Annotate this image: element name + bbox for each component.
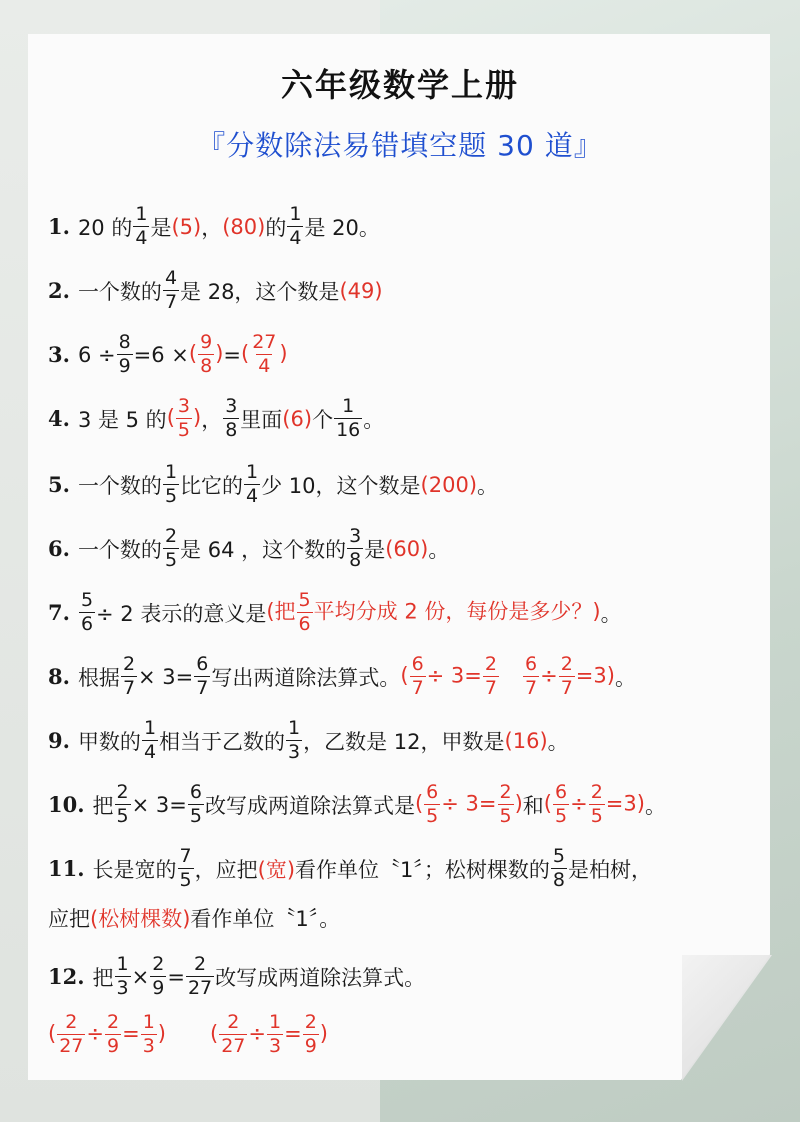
- fraction-numerator: 9: [200, 331, 213, 353]
- fraction-numerator: 6: [196, 653, 209, 675]
- problem-text: =: [167, 964, 185, 989]
- fraction: [163, 269, 179, 312]
- answer-value: 80: [230, 214, 258, 239]
- problem-number: 5.: [48, 472, 70, 497]
- answer-value: =: [122, 1021, 140, 1046]
- answer-value: ÷ 3=: [441, 791, 497, 816]
- problem-6: [48, 527, 449, 570]
- fraction-denominator: 4: [246, 485, 259, 507]
- problem-text: 看作单位〝1〞。: [190, 907, 341, 931]
- problem-text: ，应把: [194, 857, 258, 882]
- answer-fraction: [198, 333, 214, 376]
- problem-3: [48, 333, 288, 376]
- fraction-denominator: 7: [164, 291, 178, 313]
- problem-number: 4.: [48, 406, 70, 431]
- fraction-denominator: 5: [177, 419, 190, 441]
- fraction-numerator: 4: [164, 267, 178, 289]
- problem-number: 2.: [48, 278, 70, 303]
- answer-blank: (宽): [257, 857, 296, 882]
- answer-blank: ( $\frac{9}{8}$ ): [188, 331, 224, 377]
- problem-text: 是 20。: [304, 215, 380, 240]
- answer-value: 5: [179, 214, 194, 239]
- fraction: [117, 333, 133, 376]
- answer-blank: (松树棵数): [90, 907, 191, 931]
- fraction-denominator: 9: [152, 977, 165, 999]
- fraction-denominator: 8: [225, 419, 238, 441]
- fraction-numerator: 2: [560, 653, 573, 675]
- answer-blank: ( $\frac{2}{27}$ ÷ $\frac{2}{9}$ = $\frac{1}{3}$ ): [48, 1011, 166, 1057]
- fraction: [142, 719, 158, 762]
- answer-value: 60: [393, 536, 421, 561]
- fraction-numerator: 3: [225, 395, 238, 417]
- fraction-numerator: 1: [143, 717, 157, 739]
- fraction-numerator: 2: [107, 1011, 120, 1033]
- fraction-denominator: 3: [288, 741, 301, 763]
- fraction-denominator: 7: [484, 677, 497, 699]
- fraction-denominator: 3: [269, 1035, 282, 1057]
- fraction-numerator: 1: [116, 953, 129, 975]
- fraction-numerator: 1: [142, 1011, 155, 1033]
- problem-text: 把: [92, 793, 114, 818]
- fraction-numerator: 1: [342, 395, 355, 417]
- problem-number: 8.: [48, 664, 70, 689]
- fraction: [188, 783, 204, 826]
- fraction-numerator: 2: [65, 1011, 78, 1033]
- problem-text: × 3=: [138, 664, 194, 689]
- answer-blank: (80): [222, 214, 266, 239]
- fraction-numerator: 2: [152, 953, 165, 975]
- problem-text: 是 64 ，这个数的: [180, 537, 347, 562]
- answer-value: 200: [428, 472, 469, 497]
- problem-text: ，: [201, 407, 223, 432]
- answer-blank: ( $\frac{6}{5}$ ÷ 3= $\frac{2}{5}$ ): [414, 781, 523, 827]
- answer-fraction: [57, 1013, 85, 1056]
- fraction-numerator: 1: [164, 461, 178, 483]
- answer-value: 松树棵数: [98, 907, 183, 931]
- problem-text: 一个数的: [77, 537, 162, 562]
- answer-fraction: [176, 397, 192, 440]
- fraction-denominator: 5: [499, 805, 512, 827]
- fraction-denominator: 5: [189, 805, 202, 827]
- fraction-denominator: 3: [142, 1035, 155, 1057]
- fraction-denominator: 5: [590, 805, 603, 827]
- fraction-denominator: 8: [349, 549, 362, 571]
- fraction-denominator: 7: [524, 677, 538, 699]
- fraction-denominator: 27: [187, 977, 213, 999]
- fraction: [194, 655, 210, 698]
- fraction-denominator: 5: [426, 805, 439, 827]
- problem-text: 。: [600, 601, 622, 626]
- problem-text: 比它的: [180, 473, 244, 498]
- fraction-numerator: 5: [552, 845, 566, 867]
- answer-value: ÷: [540, 663, 558, 688]
- fraction-numerator: 2: [227, 1011, 240, 1033]
- fraction-denominator: 7: [411, 677, 424, 699]
- fraction-numerator: 5: [298, 589, 311, 611]
- problem-text: 是柏树，: [568, 857, 653, 882]
- fraction: [150, 955, 166, 998]
- answer-fraction: [553, 783, 569, 826]
- problem-text: 和: [522, 793, 544, 818]
- fraction: [186, 955, 214, 998]
- problem-number: 7.: [48, 600, 70, 625]
- problem-text: =: [223, 342, 242, 367]
- answer-blank: (6): [282, 406, 313, 431]
- problem-text: ，乙数是 12，甲数是: [303, 729, 505, 754]
- problem-11-continued: [48, 903, 340, 933]
- problem-12-answers: [48, 1013, 328, 1056]
- answer-blank: ( $\frac{2}{27}$ ÷ $\frac{1}{3}$ = $\frac{2}{9}$ ): [210, 1011, 328, 1057]
- page-subtitle: 『分数除法易错填空题 30 道』: [197, 129, 603, 162]
- fraction: [79, 591, 95, 634]
- answer-fraction: [523, 655, 539, 698]
- fraction-denominator: 6: [80, 613, 94, 635]
- answer-blank: ( $\frac{6}{5}$ ÷ $\frac{2}{5}$ =3): [543, 781, 645, 827]
- fraction-numerator: 1: [135, 203, 148, 225]
- problem-text: 里面: [240, 407, 283, 432]
- problem-text: 是: [364, 537, 386, 562]
- fraction-numerator: 1: [269, 1011, 282, 1033]
- problem-text: =6 ×: [133, 342, 189, 367]
- fraction-numerator: 2: [304, 1011, 317, 1033]
- problem-text: 写出两道除法算式。: [211, 665, 401, 690]
- fraction-numerator: 2: [116, 781, 129, 803]
- fraction-numerator: 6: [189, 781, 202, 803]
- answer-fraction: [589, 783, 605, 826]
- problem-9: [48, 719, 569, 762]
- problem-text: ，: [201, 215, 223, 240]
- fraction-denominator: 5: [555, 805, 568, 827]
- answer-value: 宽: [265, 857, 287, 882]
- problem-text: 一个数的: [77, 473, 162, 498]
- answer-value: =: [284, 1021, 302, 1046]
- fraction: [244, 463, 260, 506]
- answer-value: 平均分成 2 份，每份是多少？: [313, 599, 593, 624]
- fraction-numerator: 3: [349, 525, 362, 547]
- fraction-numerator: 8: [118, 331, 131, 353]
- problem-text: 的: [265, 215, 287, 240]
- problem-text: 改写成两道除法算式。: [215, 965, 426, 990]
- fraction-numerator: 27: [252, 331, 277, 353]
- answer-blank: (16): [504, 728, 548, 753]
- fraction-denominator: 4: [289, 227, 302, 249]
- fraction-denominator: 4: [258, 355, 271, 377]
- answer-fraction: [219, 1013, 247, 1056]
- fraction: [115, 783, 131, 826]
- fraction-denominator: 9: [118, 355, 131, 377]
- problem-text: 6 ÷: [77, 342, 116, 367]
- answer-blank: ( $\frac{27}{4}$ ): [241, 331, 288, 377]
- problem-text: 3 是 5 的: [77, 407, 167, 432]
- fraction: [223, 397, 239, 440]
- answer-blank: (60): [385, 536, 429, 561]
- answer-fraction: [303, 1013, 319, 1056]
- answer-blank: (49): [339, 278, 383, 303]
- answer-value: ÷: [570, 791, 588, 816]
- answer-blank: (把 $\frac{5}{6}$ 平均分成 2 份，每份是多少？): [266, 589, 601, 635]
- fraction-denominator: 5: [164, 549, 178, 571]
- fraction-denominator: 27: [221, 1035, 246, 1057]
- problem-text: 。: [644, 793, 666, 818]
- fraction-numerator: 2: [164, 525, 178, 547]
- answer-value: ÷: [248, 1021, 266, 1046]
- problem-text: 相当于乙数的: [159, 729, 286, 754]
- fraction-denominator: 9: [107, 1035, 120, 1057]
- fraction-denominator: 5: [179, 869, 192, 891]
- fraction-numerator: 1: [288, 717, 301, 739]
- problem-number: 6.: [48, 536, 70, 561]
- answer-blank: ( $\frac{6}{7}$ ÷ 3= $\frac{2}{7}$ $\frac{6}{7}$ ÷ $\frac{2}{7}$ =3): [400, 653, 615, 699]
- fraction-numerator: 6: [426, 781, 439, 803]
- fraction: [551, 847, 567, 890]
- problem-number: 1.: [48, 214, 70, 239]
- problem-text: 一个数的: [77, 279, 162, 304]
- problem-text: 少 10，这个数是: [261, 473, 421, 498]
- problem-text: ÷ 2 表示的意义是: [96, 601, 267, 626]
- problem-text: 20 的: [77, 215, 133, 240]
- fraction-denominator: 4: [135, 227, 148, 249]
- answer-fraction: [250, 333, 278, 376]
- fraction-denominator: 5: [164, 485, 178, 507]
- answer-fraction: [559, 655, 575, 698]
- fraction-numerator: 6: [524, 653, 538, 675]
- answer-value: 6: [290, 406, 304, 431]
- problem-text: 。: [547, 729, 569, 754]
- fraction-denominator: 8: [552, 869, 566, 891]
- problem-number: 3.: [48, 342, 70, 367]
- problem-text: 个: [312, 407, 334, 432]
- answer-fraction: [498, 783, 514, 826]
- answer-blank: ( $\frac{3}{5}$ ): [166, 395, 202, 441]
- answer-value: 49: [347, 278, 375, 303]
- problem-text: 看作单位〝1〞；松树棵数的: [295, 857, 550, 882]
- problem-text: 是 28，这个数是: [180, 279, 340, 304]
- fraction: [286, 719, 302, 762]
- fraction-numerator: 1: [246, 461, 259, 483]
- fraction: [163, 463, 179, 506]
- fraction-numerator: 7: [179, 845, 192, 867]
- answer-value: =3: [605, 791, 637, 816]
- problem-4: [48, 397, 384, 440]
- fraction: [163, 527, 179, 570]
- fraction: [115, 955, 131, 998]
- problem-text: ×: [131, 964, 150, 989]
- fraction-denominator: 7: [196, 677, 209, 699]
- fraction-denominator: 7: [560, 677, 573, 699]
- problem-10: [48, 783, 666, 826]
- fraction: [347, 527, 363, 570]
- fraction-denominator: 9: [304, 1035, 317, 1057]
- fraction-denominator: 16: [336, 419, 361, 441]
- fraction-numerator: 2: [590, 781, 603, 803]
- fraction-denominator: 7: [122, 677, 136, 699]
- fraction-denominator: 6: [298, 613, 311, 635]
- answer-value: ÷ 3=: [426, 663, 482, 688]
- answer-fraction: [141, 1013, 157, 1056]
- problem-text: 。: [614, 665, 636, 690]
- problem-number: 10.: [48, 792, 85, 817]
- problem-number: 9.: [48, 728, 70, 753]
- page-title: 六年级数学上册: [280, 66, 519, 104]
- fraction-numerator: 2: [122, 653, 136, 675]
- answer-fraction: [410, 655, 426, 698]
- problem-number: 11.: [48, 856, 85, 881]
- problem-12: [48, 955, 425, 998]
- fraction: [287, 205, 303, 248]
- problem-text: 根据: [77, 665, 120, 690]
- problem-text: 应把: [48, 907, 90, 931]
- answer-fraction: [483, 655, 499, 698]
- fraction: [133, 205, 149, 248]
- problem-text: 甲数的: [77, 729, 141, 754]
- problem-7: [48, 591, 622, 634]
- problem-text: 把: [92, 965, 114, 990]
- problem-text: 是: [150, 215, 172, 240]
- fraction: [121, 655, 137, 698]
- fraction-numerator: 1: [289, 203, 302, 225]
- answer-blank: (5): [171, 214, 202, 239]
- problem-text: 长是宽的: [92, 857, 177, 882]
- fraction-denominator: 3: [116, 977, 129, 999]
- answer-fraction: [424, 783, 440, 826]
- problem-2: [48, 269, 383, 312]
- answer-value: ÷: [86, 1021, 104, 1046]
- fraction-numerator: 2: [484, 653, 497, 675]
- answer-fraction: [297, 591, 313, 634]
- answer-value: 把: [274, 599, 296, 624]
- fraction: [334, 397, 362, 440]
- fraction-denominator: 4: [143, 741, 157, 763]
- problem-text: 改写成两道除法算式是: [204, 793, 415, 818]
- fraction-denominator: 8: [200, 355, 213, 377]
- answer-blank: (200): [420, 472, 478, 497]
- problem-text: 。: [428, 537, 450, 562]
- answer-value: 16: [512, 728, 540, 753]
- fraction-denominator: 5: [116, 805, 129, 827]
- fraction-numerator: 5: [80, 589, 94, 611]
- fraction-numerator: 6: [411, 653, 424, 675]
- answer-fraction: [105, 1013, 121, 1056]
- fraction-numerator: 2: [194, 953, 207, 975]
- fraction: [178, 847, 194, 890]
- fraction-numerator: 2: [499, 781, 512, 803]
- problem-number: 12.: [48, 964, 85, 989]
- problem-11: [48, 847, 652, 890]
- problem-8: [48, 655, 636, 698]
- answer-value: =3: [575, 663, 607, 688]
- fraction-numerator: 3: [177, 395, 190, 417]
- problem-text: 。: [363, 407, 385, 432]
- answer-fraction: [267, 1013, 283, 1056]
- problem-text: 。: [477, 473, 499, 498]
- fraction-denominator: 27: [59, 1035, 84, 1057]
- problem-1: [48, 205, 380, 248]
- problem-text: × 3=: [131, 792, 187, 817]
- problem-5: [48, 463, 498, 506]
- fraction-numerator: 6: [555, 781, 568, 803]
